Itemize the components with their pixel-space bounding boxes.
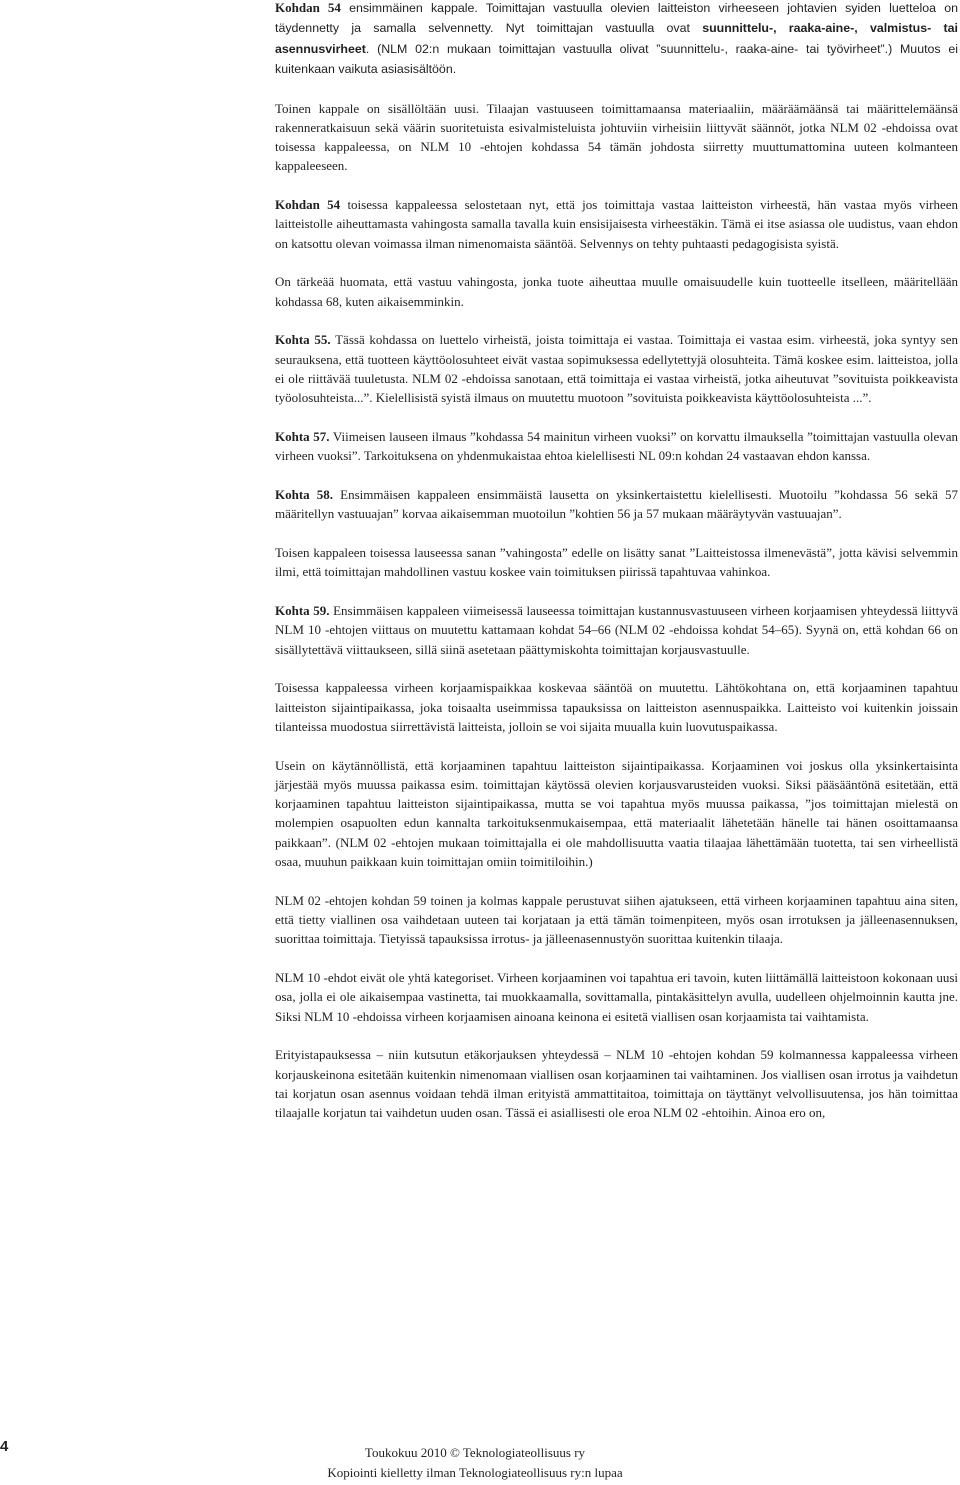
paragraph-1-tail: . (NLM 02:n mukaan toimittajan vastuulla olivat ”suunnittelu-, raaka-aine- tai työvirheet”.) Muutos ei kuitenkaan vaikuta asiasisältöön. <box>275 41 958 76</box>
paragraph-3-text: toisessa kappaleessa selostetaan nyt, että jos toimittaja vastaa laitteiston virheestä, hän vastaa myös virheen laitteistolle aiheuttamasta vahingosta samalla tavalla kuin ensisijaisesta virheestäkin. Tämä ei itse asiassa ole uudistus, vaan ehdon on katsottu olevan voimassa ilman nimenomaista sääntöä. Selvennys on tehty puhtaasti pedagogisista syistä. <box>275 197 958 251</box>
paragraph-7-lead: Kohta 58. <box>275 486 334 502</box>
paragraph-7 <box>275 485 958 524</box>
paragraph-1-emphasis: suunnittelu-, raaka-aine-, valmistus- tai asennusvirheet <box>275 21 958 56</box>
document-body <box>275 0 958 1142</box>
paragraph-8: Toisen kappaleen toisessa lauseessa sanan ”vahingosta” edelle on lisätty sanat ”Laitteistossa ilmenevästä”, jotta kävisi selvemmin ilmi, että toimittajan mahdollinen vastuu koskee vain toimituksen piirissä tapahtuvaa vahinkoa. <box>275 544 958 580</box>
paragraph-3-lead: Kohdan 54 <box>275 197 341 213</box>
paragraph-5-lead: Kohta 55. <box>275 332 331 348</box>
paragraph-6-lead: Kohta 57. <box>275 429 330 444</box>
paragraph-13: NLM 10 -ehdot eivät ole yhtä kategoriset. Virheen korjaaminen voi tapahtua eri tavoin, kuten liittämällä laitteistoon kokonaan uusi osa, jolla ei ole aikaisempaa vastinetta, tai muokkaamalla, sovittamalla, pintakäsittelyn avulla, uudelleen ohjelmoinnin kautta jne. Siksi NLM 10 -ehdoissa virheen korjaamisen ainoana keinona ei esitetä viallisen osan korjaamista tai vaihtamista. <box>275 969 958 1024</box>
paragraph-2: Toinen kappale on sisällöltään uusi. Tilaajan vastuuseen toimittamaansa materiaaliin, määräämäänsä tai määrittelemäänsä rakenneratkaisuun sekä väärin suoritetuista esivalmisteluista johtuviin virheisiin liittyvät säännöt, jotka NLM 02 -ehdoissa ovat toisessa kappaleessa, on NLM 10 -ehtojen kohdassa 54 tämän johdosta siirretty muuttumattomina uuteen kolmanteen kappaleeseen. <box>275 100 958 174</box>
paragraph-11: Usein on käytännöllistä, että korjaaminen tapahtuu laitteiston sijaintipaikassa. Korjaaminen voi joskus olla yksinkertaisinta järjestää myös muussa paikassa esim. toimittajan käytössä olevien korjausvarusteiden vuoksi. Siksi pääsääntönä esitetään, että korjaaminen tapahtuu laitteiston sijaintipaikassa, mutta se voi tapahtua myös muussa paikassa, ”jos toimittajan mielestä on molempien osapuolten edun kannalta tarkoituksenmukaisempaa, että materiaalit lähetetään hänelle tai hänen osoittamaansa paikkaan”. (NLM 02 -ehtojen mukaan toimittajalla ei ole mahdollisuutta vaatia tilaajaa lähettämään tuotetta, tai sen virheellistä osaa, muuhun paikkaan kuin toimittajan omiin toimitiloihin.) <box>275 757 958 869</box>
paragraph-5-text: Tässä kohdassa on luettelo virheistä, joista toimittaja ei vastaa. Toimittaja ei vastaa esim. virheestä, joka syntyy sen seurauksena, että tuotteen käyttöolosuhteet eivät vastaa sopimuksessa edellytettyjä olosuhteita. Tämä koskee esim. laitteistoa, jolla ei ole riittävää tuuletusta. NLM 02 -ehdoissa sanotaan, että toimittaja ei vastaa virheistä, jotka aiheutuvat ”sovituista poikkeavista työolosuhteista...”. Kielellisistä syistä ilmaus on muutettu muotoon ”sovituista poikkeavista käyttöolosuhteista ...”. <box>275 332 959 406</box>
paragraph-6-text: Viimeisen lauseen ilmaus ”kohdassa 54 mainitun virheen vuoksi” on korvattu ilmauksella ”toimittajan vastuulla olevan virheen vuoksi”. Tarkoituksena on yhdenmukaistaa ehtoa kielellisesti NL 09:n kohdan 24 vastaavan ehdon kanssa. <box>275 429 959 464</box>
paragraph-5 <box>275 330 958 407</box>
paragraph-10: Toisessa kappaleessa virheen korjaamispaikkaa koskevaa sääntöä on muutettu. Lähtökohtana on, että korjaaminen tapahtuu laitteiston sijaintipaikassa, joka toisaalta useimmissa tapauksissa on laitteiston asennuspaikka. Laitteisto voi kuitenkin joissain tilanteissa muodostua siirrettävistä laitteista, jolloin se voi sijaita muualla kuin luovutuspaikassa. <box>275 680 958 734</box>
paragraph-14: Erityistapauksessa – niin kutsutun etäkorjauksen yhteydessä – NLM 10 -ehtojen kohdan 59 kolmannessa kappaleessa virheen korjauskeinona esitetään kuitenkin nimenomaan viallisen osan korjaaminen tai vaihtaminen. Jos viallisen osan irrotus ja vaihdetun tai korjatun osan asennus voidaan tehdä ilman erityistä ammattitaitoa, toimittaja on täyttänyt velvollisuutensa, jos hän toimittaa tilaajalle korjatun tai vaihdetun uuden osan. Tässä ei asiallisesti ole eroa NLM 02 -ehtoihin. Ainoa ero on, <box>275 1047 958 1121</box>
paragraph-1-text: ensimmäinen kappale. Toimittajan vastuulla olevien laitteiston virheeseen johtavien syiden luetteloa on täydennetty ja samalla selvennetty. Nyt toimittajan vastuulla ovat <box>275 1 959 36</box>
paragraph-3 <box>275 195 958 253</box>
paragraph-9-text: Ensimmäisen kappaleen viimeisessä lauseessa toimittajan kustannusvastuuseen virheen korjaamisen yhteydessä liittyvä NLM 10 -ehtojen viittaus on muutettu kattamaan kohdat 54–66 (NLM 02 -ehdoissa kohdat 54–65). Syynä on, että kohdan 66 on sisällytettävä viittaukseen, sillä siinä asetetaan päättymiskohta toimittajan korjausvastuulle. <box>275 602 958 657</box>
footer <box>305 1443 645 1483</box>
paragraph-4: On tärkeää huomata, että vastuu vahingosta, jonka tuote aiheuttaa muulle omaisuudelle kuin tuotteelle itselleen, määritellään kohdassa 68, kuten aikaisemminkin. <box>275 274 958 309</box>
footer-copyright: Toukokuu 2010 © Teknologiateollisuus ry <box>364 1445 586 1460</box>
paragraph-9 <box>275 601 958 659</box>
footer-copy-notice: Kopiointi kielletty ilman Teknologiateollisuus ry:n lupaa <box>327 1465 623 1480</box>
paragraph-1 <box>275 0 958 79</box>
paragraph-6 <box>275 427 958 466</box>
paragraph-12: NLM 02 -ehtojen kohdan 59 toinen ja kolmas kappale perustuvat siihen ajatukseen, että virheen korjaaminen tapahtuu aina siten, että tietty viallinen osa vaihdetaan uuteen tai korjataan ja että tämän toimenpiteen, myös osan irrotuksen ja jälleenasennuksen, suorittaa toimittaja. Tietyissä tapauksissa irrotus- ja jälleenasennustyön suorittaa kuitenkin tilaaja. <box>275 892 958 947</box>
page-number: 4 <box>0 1438 9 1455</box>
paragraph-1-lead: Kohdan 54 <box>275 0 341 15</box>
paragraph-7-text: Ensimmäisen kappaleen ensimmäistä lausetta on yksinkertaistettu kielellisesti. Muotoilu ”kohdassa 56 sekä 57 määritellyn vastuuajan” korvaa aikaisemman muotoilun ”kohtien 56 ja 57 mukaan määräytyvän vastuuajan”. <box>275 486 958 522</box>
paragraph-9-lead: Kohta 59. <box>275 602 330 618</box>
